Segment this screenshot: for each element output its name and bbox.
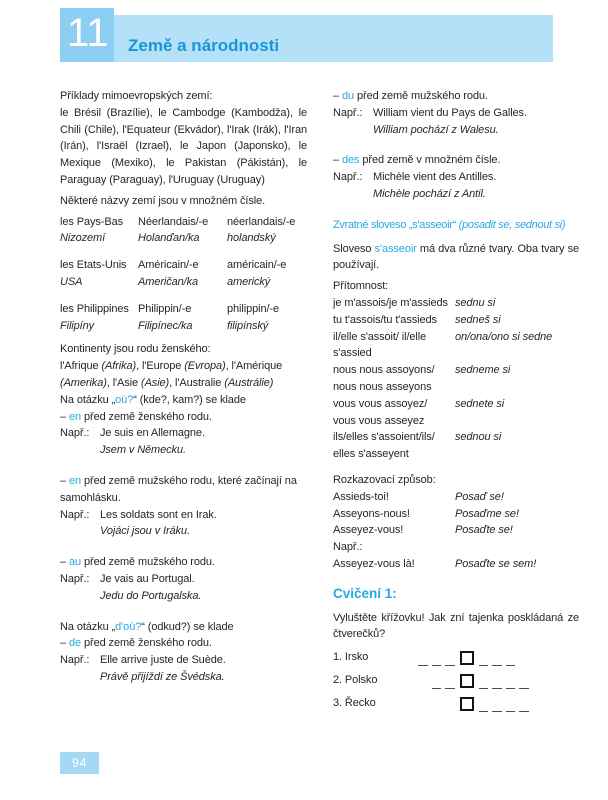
text-run: Na otázku „	[60, 393, 116, 406]
page-number: 94	[72, 756, 87, 770]
table-cell	[138, 301, 227, 335]
example-label: Např.:	[60, 572, 90, 585]
table-cell	[227, 257, 307, 291]
example-french: Elle arrive juste de Suède.	[100, 654, 226, 667]
rule-au	[60, 554, 307, 571]
example-czech: William pochází z Walesu.	[373, 123, 499, 136]
crossword-dash-slot	[492, 698, 502, 712]
example-label: Např.:	[333, 106, 363, 119]
example-lines	[373, 169, 496, 203]
intro-label: Příklady mimoevropských zemí:	[60, 90, 213, 102]
text-run: má dva různé tvary. Oba tvary se používají.	[333, 242, 579, 272]
crossword-slots	[418, 697, 529, 712]
example-french: Je suis en Allemagne.	[100, 427, 205, 440]
imperative-fr: Assieds-toi!	[333, 490, 389, 503]
ou-question-line	[60, 392, 307, 409]
example-czech: Vojáci jsou v Iráku.	[100, 525, 190, 538]
example-block	[60, 425, 307, 459]
example-block	[60, 652, 307, 686]
imperative-cz: Posaďte se!	[455, 524, 513, 537]
crossword-dash-slot	[432, 675, 442, 689]
conjugation-fr: nous nous assoyons/ nous nous asseyons	[333, 364, 435, 393]
rule-en-feminine	[60, 409, 307, 426]
text-run: du	[341, 90, 355, 102]
text-run: –	[333, 90, 342, 102]
example-label: Např.:	[60, 508, 90, 521]
example-block	[333, 169, 579, 203]
rule-des	[333, 152, 579, 169]
adj-cz: holandský	[227, 232, 276, 245]
crossword-dash-slot	[519, 675, 529, 689]
text-run: de	[68, 637, 82, 650]
conjugation-cz: sednu si	[455, 296, 496, 309]
crossword-dash-slot	[445, 652, 455, 666]
text-run: des	[341, 154, 360, 167]
imperative-cz: Posaďte se sem!	[455, 557, 537, 570]
conjugation-fr: ils/elles s'assoient/ils/ elles s'asseyent	[333, 431, 435, 461]
left-column	[60, 88, 307, 686]
crossword-blank-slot	[432, 697, 442, 712]
example-french: William vient du Pays de Galles.	[373, 106, 527, 119]
example-czech: Jedu do Portugalska.	[100, 589, 202, 602]
text-run: (Afrika)	[101, 360, 137, 373]
crossword-dash-slot	[506, 698, 516, 712]
example-label: Např.:	[333, 541, 363, 554]
text-run: před země ženského rodu.	[81, 637, 212, 650]
text-run: “ (odkud?) se klade	[141, 620, 234, 633]
table-cell	[138, 257, 227, 291]
crossword	[333, 648, 579, 712]
country-fr: les Etats-Unis	[60, 259, 127, 272]
text-run: (Amerika)	[60, 376, 107, 389]
table-cell	[60, 301, 138, 335]
crossword-clue: 3. Řecko	[333, 697, 376, 710]
verb-section-heading	[333, 217, 579, 234]
conjugation-fr: il/elle s'assoit/ il/elle s'assied	[333, 330, 427, 360]
country-fr: les Pays-Bas	[60, 215, 123, 228]
text-run: l'Afrique	[60, 360, 102, 373]
text-run: Zvratné sloveso „s'asseoir“	[333, 218, 459, 231]
text-run: Na otázku „	[60, 620, 116, 633]
exercise-heading: Cvičení 1:	[333, 585, 397, 601]
crossword-dash-slot	[445, 675, 455, 689]
continents-label: Kontinenty jsou rodu ženského:	[60, 343, 211, 356]
crossword-dash-slot	[492, 652, 502, 666]
crossword-box	[460, 651, 474, 665]
example-lines	[100, 507, 217, 541]
person-cz: Američan/ka	[138, 275, 199, 288]
text-run: (Evropa)	[184, 360, 226, 373]
conjugation-cz: sedneš si	[455, 313, 501, 326]
present-tense-table	[333, 295, 579, 463]
person-fr: Américain/-e	[138, 259, 199, 272]
chapter-title: Země a národnosti	[128, 36, 280, 56]
adj-cz: americký	[227, 275, 271, 288]
crossword-dash-slot	[479, 675, 489, 689]
example-label: Např.:	[60, 427, 90, 440]
country-cz: Nizozemí	[60, 232, 106, 245]
countries-table	[60, 214, 307, 335]
example-label: Např.:	[333, 171, 363, 184]
text-run: “ (kde?, kam?) se klade	[133, 393, 246, 406]
text-run: –	[60, 474, 69, 487]
table-cell	[138, 214, 227, 248]
rule-en-masculine	[60, 473, 307, 507]
adj-fr: américain/-e	[227, 259, 287, 272]
country-cz: USA	[60, 275, 83, 288]
plural-note: Některé názvy zemí jsou v množném čísle.	[60, 194, 266, 207]
text-run: před země mužského rodu, které začínají na samohlásku.	[60, 474, 297, 504]
text-run: , l'Amérique	[225, 360, 283, 373]
crossword-slots	[418, 651, 515, 666]
imperative-fr: Asseyons-nous!	[333, 507, 410, 520]
example-french: Michèle vient des Antilles.	[373, 171, 497, 184]
crossword-row	[333, 648, 579, 666]
example-czech: Jsem v Německu.	[100, 444, 186, 457]
crossword-dash-slot	[479, 698, 489, 712]
crossword-box	[460, 697, 474, 711]
imperative-label: Rozkazovací způsob:	[333, 473, 436, 486]
example-lines	[373, 105, 527, 139]
imperative-example-row	[333, 556, 579, 573]
crossword-dash-slot	[506, 675, 516, 689]
example-block	[333, 105, 579, 139]
text-run: en	[68, 474, 82, 487]
example-czech: Právě přijíždí ze Švédska.	[100, 670, 225, 683]
page-number-badge	[60, 752, 99, 774]
text-run: (Austrálie)	[224, 376, 274, 389]
table-cell	[60, 257, 138, 291]
text-run: au	[68, 556, 82, 569]
person-fr: Néerlandais/-e	[138, 215, 209, 228]
chapter-header-band	[60, 15, 553, 62]
crossword-blank-slot	[418, 674, 428, 689]
crossword-dash-slot	[432, 652, 442, 666]
exercise-instructions: Vyluštěte křížovku! Jak zní tajenka poskládaná ze čtverečků?	[333, 611, 579, 641]
table-cell	[227, 301, 307, 335]
text-run: před země mužského rodu.	[81, 556, 215, 569]
imperative-fr: Asseyez-vous!	[333, 524, 404, 537]
imperative-cz: Posaď se!	[455, 490, 504, 503]
continents-list	[60, 358, 307, 392]
conjugation-cz: sednou si	[455, 431, 502, 444]
crossword-clue: 1. Irsko	[333, 651, 369, 664]
verb-intro	[333, 241, 579, 275]
text-run: Sloveso	[333, 242, 375, 255]
crossword-blank-slot	[418, 697, 428, 712]
text-run: –	[333, 154, 342, 167]
adj-cz: filipínský	[227, 319, 269, 332]
conjugation-cz: on/ona/ono si sedne	[455, 330, 553, 343]
text-run: , l'Asie	[106, 376, 141, 389]
crossword-clue: 2. Polsko	[333, 674, 378, 687]
text-run: –	[60, 637, 69, 650]
country-cz: Filipíny	[60, 319, 95, 332]
countries-paragraph: le Brésil (Brazílie), le Cambodge (Kambodža), le Chili (Chile), l'Equateur (Ekvádor), l'Irak (Irák), l'Iran (Irán), l'Israël (Izrael), le Japon (Japonsko), le Mexique (Mexiko), le Pakistan (Pákistán), le Paraguay (Paraguay), l'Uruguay (Uruguay)	[60, 106, 307, 186]
example-block	[60, 507, 307, 541]
text-run: (posadit se, sednout si)	[458, 218, 566, 231]
crossword-row	[333, 694, 579, 712]
example-label: Např.:	[60, 654, 90, 667]
conjugation-fr: vous vous assoyez/ vous vous asseyez	[333, 397, 428, 427]
example-french: Je vais au Portugal.	[100, 572, 195, 585]
right-column	[333, 88, 579, 712]
crossword-dash-slot	[492, 675, 502, 689]
person-fr: Philippin/-e	[138, 302, 192, 315]
table-cell	[60, 214, 138, 248]
text-run: , l'Europe	[136, 360, 185, 373]
imperative-table	[333, 489, 579, 539]
conjugation-cz: sedneme si	[455, 364, 511, 377]
text-run: –	[60, 410, 69, 423]
country-fr: les Philippines	[60, 302, 129, 315]
text-run: en	[68, 410, 82, 423]
example-czech: Michèle pochází z Antil.	[373, 187, 486, 200]
chapter-number-box	[60, 8, 114, 62]
person-cz: Holanďan/ka	[138, 232, 200, 245]
text-run: s'asseoir	[374, 242, 417, 255]
adj-fr: philippin/-e	[227, 302, 280, 315]
example-block	[60, 571, 307, 605]
text-run: (Asie)	[141, 376, 170, 389]
imperative-fr: Asseyez-vous là!	[333, 557, 415, 570]
text-run: , l'Australie	[169, 376, 225, 389]
imperative-cz: Posaďme se!	[455, 507, 519, 520]
rule-du	[333, 88, 579, 105]
text-run: –	[60, 556, 69, 569]
dou-question-line	[60, 619, 307, 636]
adj-fr: néerlandais/-e	[227, 215, 296, 228]
text-run: před země mužského rodu.	[354, 90, 488, 102]
crossword-dash-slot	[479, 652, 489, 666]
chapter-number: 11	[67, 11, 109, 55]
crossword-box	[460, 674, 474, 688]
crossword-slots	[418, 674, 529, 689]
rule-de	[60, 635, 307, 652]
example-lines	[100, 425, 205, 459]
example-lines	[100, 571, 201, 605]
crossword-dash-slot	[418, 652, 428, 666]
example-lines	[100, 652, 226, 686]
conjugation-fr: tu t'assois/tu t'assieds	[333, 313, 437, 326]
example-french: Les soldats sont en Irak.	[100, 508, 217, 521]
crossword-dash-slot	[519, 698, 529, 712]
person-cz: Filipínec/ka	[138, 319, 193, 332]
crossword-blank-slot	[445, 697, 455, 712]
text-run: d'où?	[115, 620, 142, 633]
present-label: Přítomnost:	[333, 280, 389, 293]
text-run: před země v množném čísle.	[359, 154, 501, 167]
table-cell	[227, 214, 307, 248]
crossword-dash-slot	[506, 652, 516, 666]
text-run: où?	[115, 393, 134, 406]
text-run: před země ženského rodu.	[81, 410, 212, 423]
crossword-row	[333, 671, 579, 689]
conjugation-fr: je m'assois/je m'assieds	[333, 296, 448, 309]
conjugation-cz: sednete si	[455, 397, 505, 410]
